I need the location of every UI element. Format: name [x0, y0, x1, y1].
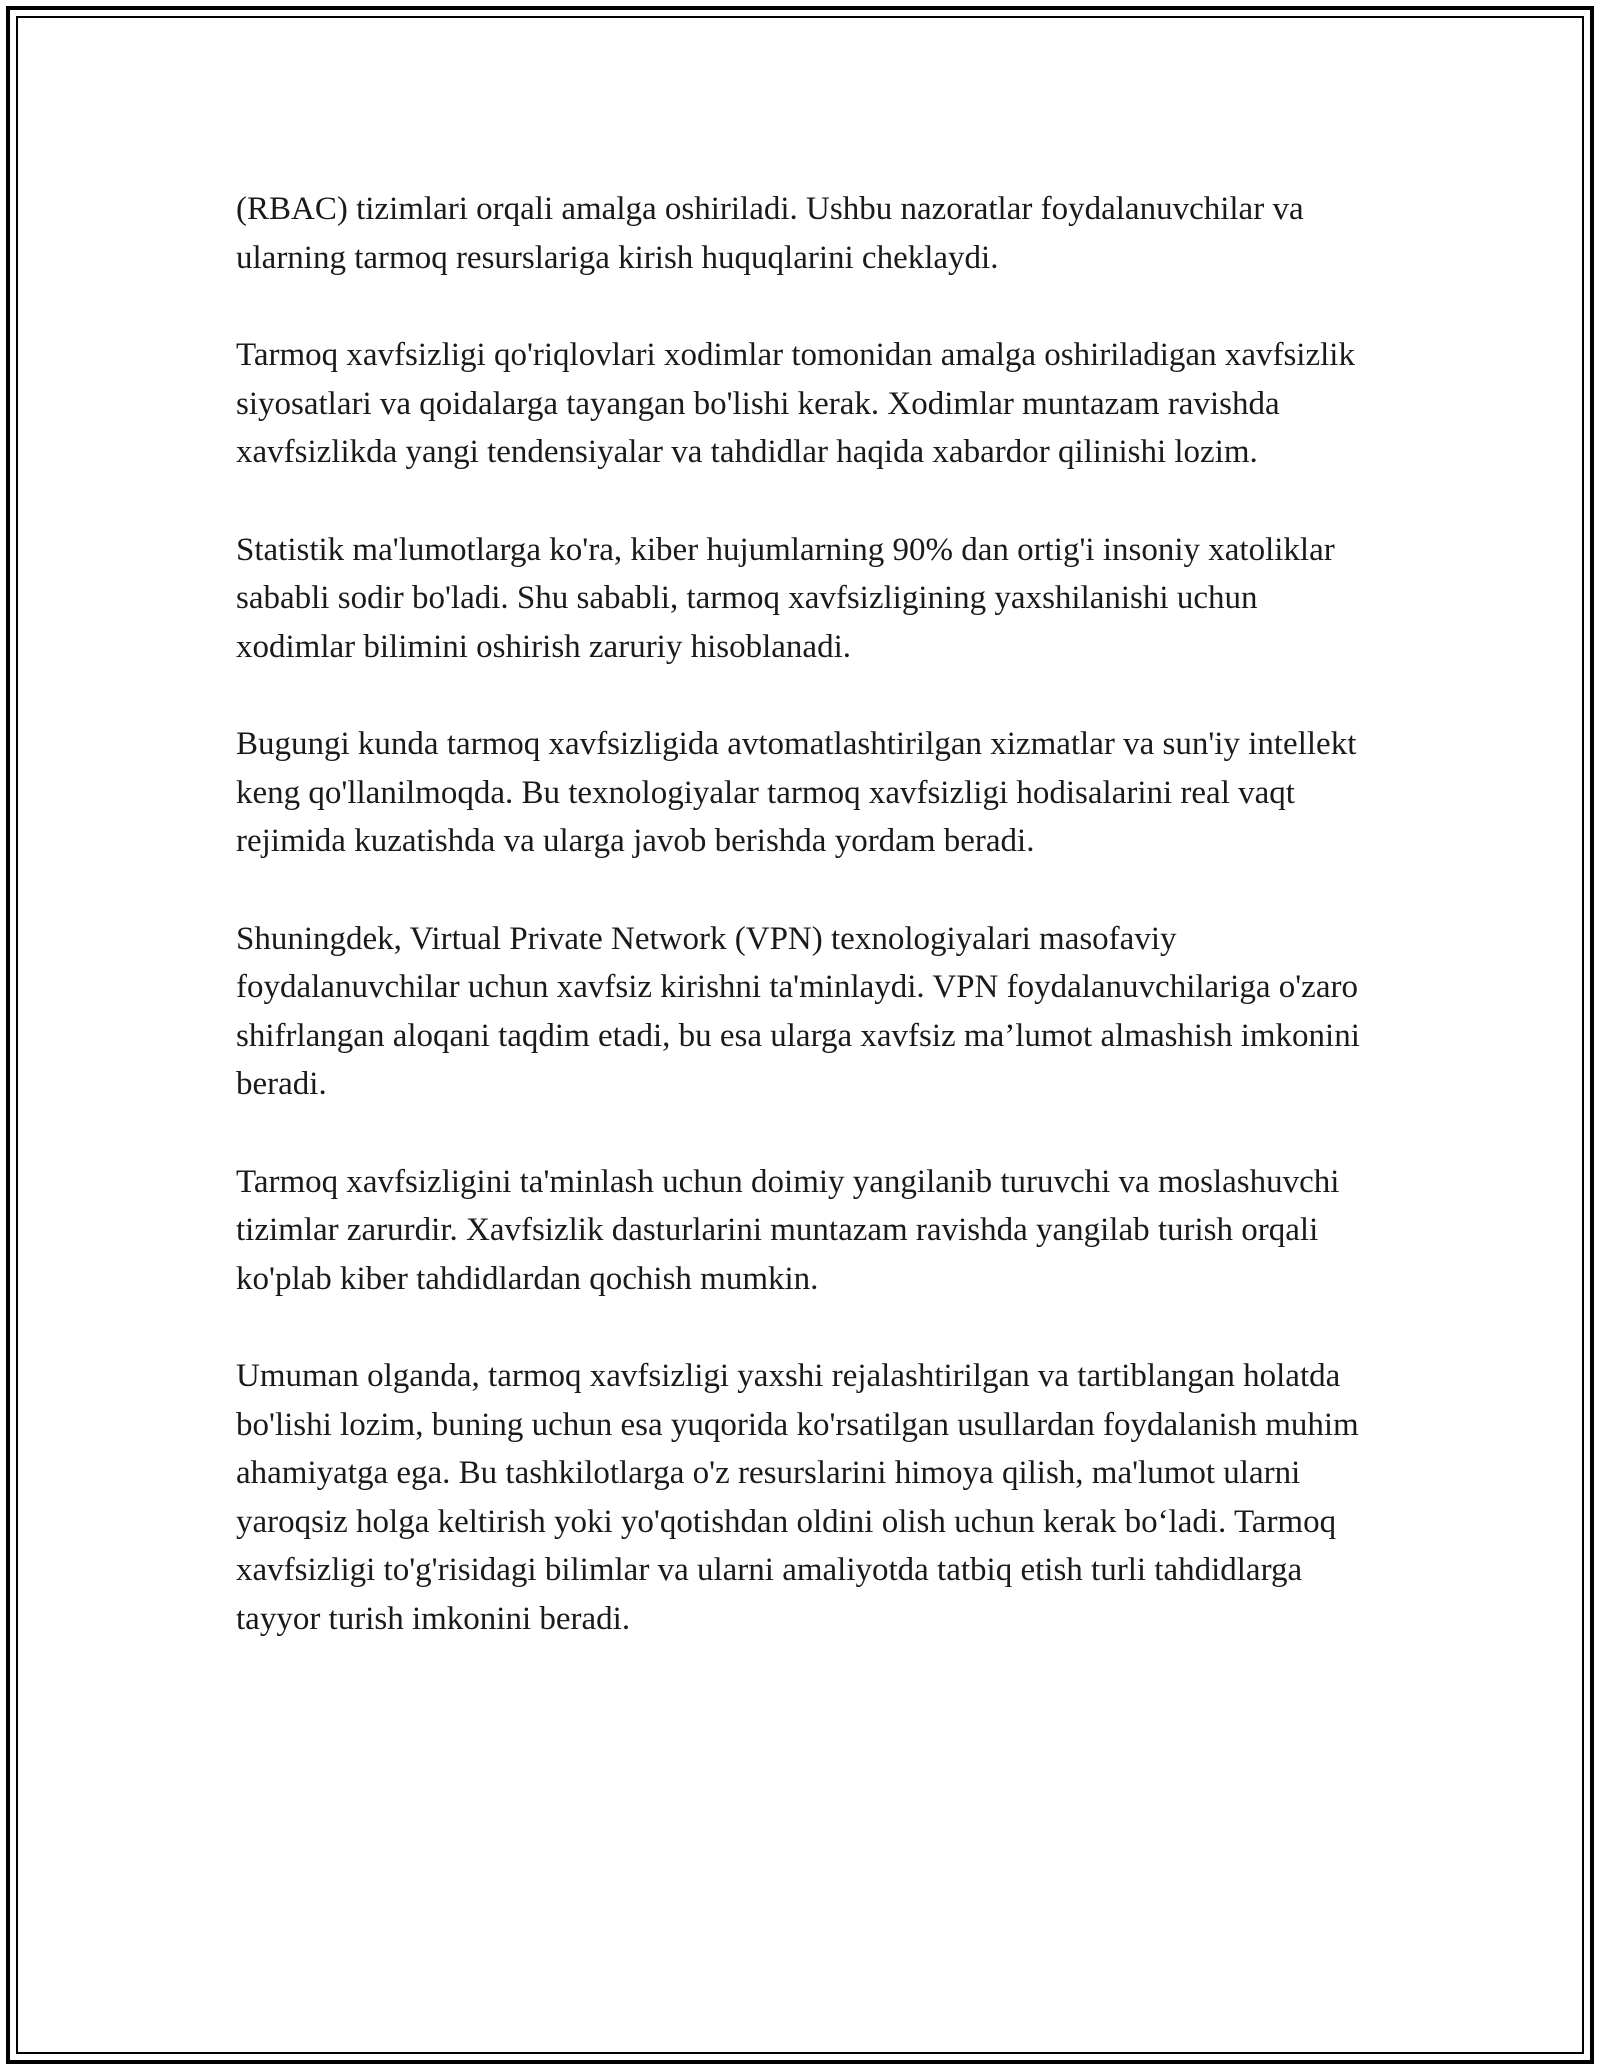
- paragraph-statistics: Statistik ma'lumotlarga ko'ra, kiber hujumlarning 90% dan ortig'i insoniy xatoliklar sababli sodir bo'ladi. Shu sababli, tarmoq xavfsizligining yaxshilanishi uchun xodimlar bilimini oshirish zaruriy hisoblanadi.: [236, 531, 1335, 665]
- paragraph-vpn: Shuningdek, Virtual Private Network (VPN) texnologiyalari masofaviy foydalanuvchilar uchun xavfsiz kirishni ta'minlaydi. VPN foydalanuvchilariga o'zaro shifrlangan aloqani taqdim etadi, bu esa ularga xavfsiz ma’lumot almashish imkonini beradi.: [236, 920, 1360, 1102]
- paragraph-security-policies: Tarmoq xavfsizligi qo'riqlovlari xodimlar tomonidan amalga oshiriladigan xavfsizlik siyosatlari va qoidalarga tayangan bo'lishi kerak. Xodimlar muntazam ravishda xavfsizlikda yangi tendensiyalar va tahdidlar haqida xabardor qilinishi lozim.: [236, 337, 1355, 470]
- paragraph-updates: Tarmoq xavfsizligini ta'minlash uchun doimiy yangilanib turuvchi va moslashuvchi tizimlar zarurdir. Xavfsizlik dasturlarini muntazam ravishda yangilab turish orqali ko'plab kiber tahdidlardan qochish mumkin.: [236, 1163, 1340, 1297]
- paragraph-conclusion: Umuman olganda, tarmoq xavfsizligi yaxshi rejalashtirilgan va tartiblangan holatda bo'lishi lozim, buning uchun esa yuqorida ko'rsatilgan usullardan foydalanish muhim ahamiyatga ega. Bu tashkilotlarga o'z resurslarini himoya qilish, ma'lumot ularni yaroqsiz holga keltirish yoki yo'qotishdan oldini olish uchun kerak bo‘ladi. Tarmoq xavfsizligi to'g'risidagi bilimlar va ularni amaliyotda tatbiq etish turli tahdidlarga tayyor turish imkonini beradi.: [236, 1358, 1359, 1637]
- document-body: [236, 185, 1366, 1643]
- paragraph-rbac: (RBAC) tizimlari orqali amalga oshiriladi. Ushbu nazoratlar foydalanuvchilar va ularning tarmoq resurslariga kirish huquqlarini cheklaydi.: [236, 191, 1304, 276]
- paragraph-automation-ai: Bugungi kunda tarmoq xavfsizligida avtomatlashtirilgan xizmatlar va sun'iy intellekt keng qo'llanilmoqda. Bu texnologiyalar tarmoq xavfsizligi hodisalarini real vaqt rejimida kuzatishda va ularga javob berishda yordam beradi.: [236, 726, 1357, 859]
